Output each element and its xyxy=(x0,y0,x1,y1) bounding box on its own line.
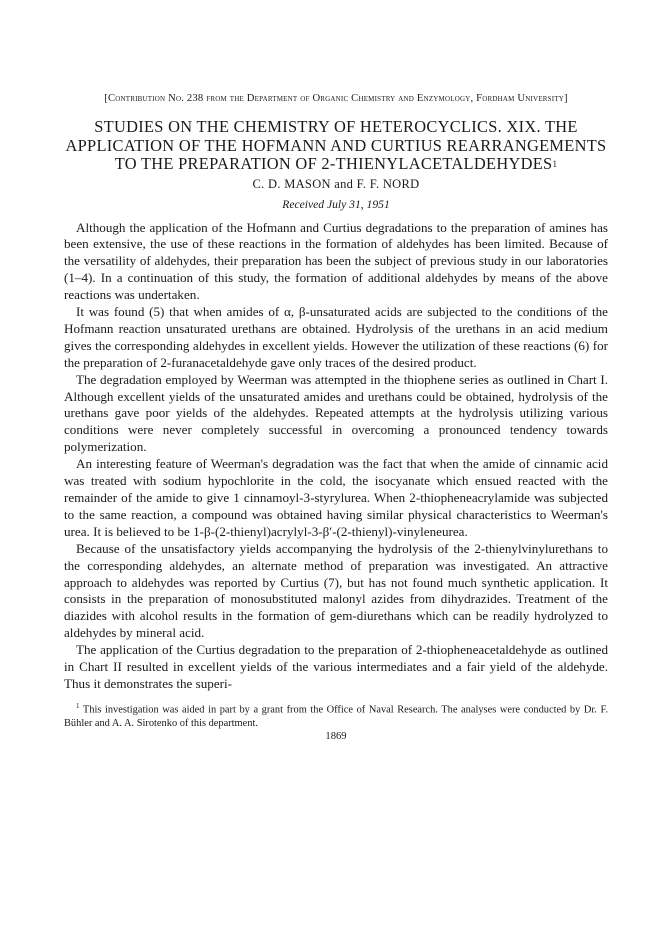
received-date: Received July 31, 1951 xyxy=(282,197,390,211)
article-body xyxy=(64,220,608,693)
footnote-mark: 1 xyxy=(76,701,80,710)
authors: C. D. MASON and F. F. NORD xyxy=(252,176,420,191)
paragraph-2: It was found (5) that when amides of α, β-unsaturated acids are subjected to the conditions of the Hofmann reaction unsaturated urethans are obtained. Hydrolysis of the urethans in an acid medium gives the corresponding aldehydes in excellent yields. However the utilization of these reactions (6) for the preparation of 2-furanacetaldehyde gave only traces of the desired product. xyxy=(64,304,608,370)
paragraph-1: Although the application of the Hofmann and Curtius degradations to the preparation of amines has been extensive, the use of these reactions in the formation of aldehydes has been limited. Because of the versatility of aldehydes, their preparation has been the subject of previous study in our laboratories (1–4). In a continuation of this study, the formation of additional aldehydes by means of the above reactions was undertaken. xyxy=(64,219,608,303)
article-title xyxy=(64,118,608,174)
paragraph-6: The application of the Curtius degradation to the preparation of 2-thiopheneacetaldehyde as outlined in Chart II resulted in excellent yields of the various intermediates and a fair yield of the aldehyde. Thus it demonstrates the superi- xyxy=(64,642,608,691)
page-number: 1869 xyxy=(325,730,347,742)
footnote-1 xyxy=(64,700,608,730)
paragraph-5: Because of the unsatisfactory yields accompanying the hydrolysis of the 2-thienylvinylurethans to the corresponding aldehydes, an alternate method of preparation was investigated. An attractive approach to aldehydes was reported by Curtius (7), but has not found much synthetic application. It consists in the preparation of monosubstituted malonyl azides from dihydrazides. Treatment of the diazides with alcohol results in the formation of gem-diurethans which can be readily hydrolyzed to aldehydes by mineral acid. xyxy=(64,540,608,641)
article-title-text: STUDIES ON THE CHEMISTRY OF HETEROCYCLICS. XIX. THE APPLICATION OF THE HOFMANN AND CURTIUS REARRANGEMENTS TO THE PREPARATION OF 2-THIENYLACETALDEHYDES xyxy=(65,117,607,173)
paragraph-3: The degradation employed by Weerman was attempted in the thiophene series as outlined in Chart I. Although excellent yields of the unsaturated amides and urethans could be obtained, hydrolysis of the urethans gave poor yields of the aldehydes. Repeated attempts at the hydrolysis utilizing various conditions were never completely successful in overcoming a pronounced tendency towards polymerization. xyxy=(64,371,608,455)
footnote-text: This investigation was aided in part by a grant from the Office of Naval Research. The analyses were conducted by Dr. F. Bühler and A. A. Sirotenko of this department. xyxy=(64,704,608,729)
contribution-header: [Contribution No. 238 from the Department of Organic Chemistry and Enzymology, Fordham University] xyxy=(104,93,568,104)
footnotes xyxy=(64,700,608,730)
paragraph-4: An interesting feature of Weerman's degradation was the fact that when the amide of cinnamic acid was treated with sodium hypochlorite in the cold, the isocyanate which ensued reacted with the remainder of the amide to give 1 cinnamoyl-3-styrylurea. When 2-thiopheneacrylamide was subjected to the same reaction, a compound was obtained having similar physical characteristics to Weerman's urea. It is believed to be 1-β-(2-thienyl)acrylyl-3-β′-(2-thienyl)-vinyleneurea. xyxy=(64,456,608,539)
title-footnote-mark: 1 xyxy=(552,159,558,169)
paper-page xyxy=(64,92,608,742)
